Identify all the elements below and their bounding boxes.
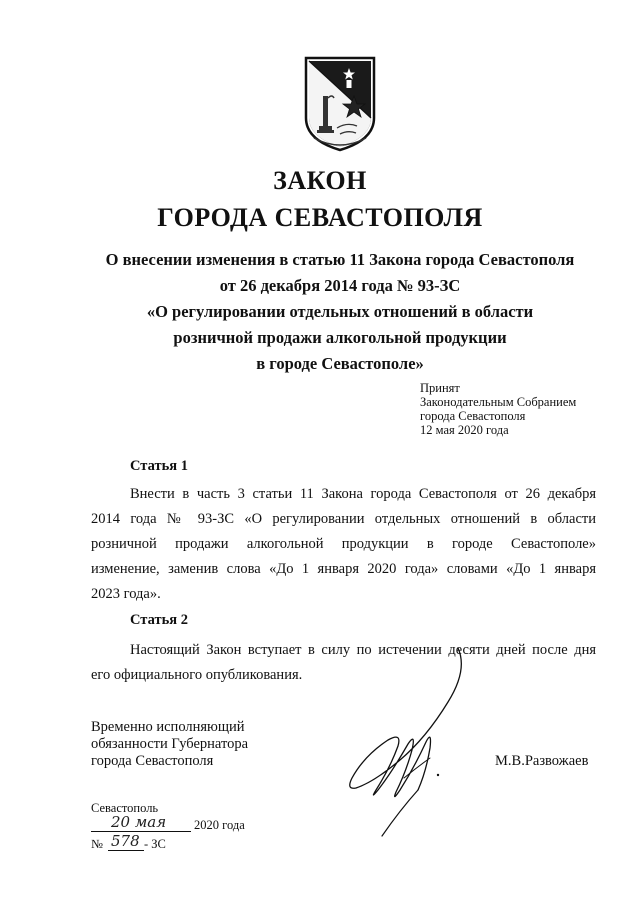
adoption-line: Принят [420, 381, 460, 395]
subtitle-line: в городе Севастополе» [256, 354, 424, 373]
article-1-heading: Статья 1 [130, 458, 188, 474]
number-sign: № [91, 837, 103, 851]
article-1-text [91, 482, 596, 607]
adoption-line: Законодательным Собранием [420, 395, 577, 409]
article-1-line: изменение, заменив слова «До 1 января 2020 года» словами «До 1 января [91, 561, 596, 577]
article-2-line: его официального опубликования. [91, 667, 303, 683]
subtitle-line: О внесении изменения в статью 11 Закона города Севастополя [105, 250, 575, 269]
article-2-line: Настоящий Закон вступает в силу по истечении десяти дней после дня [130, 642, 596, 658]
number-blank-line [108, 850, 144, 851]
date-blank-line [91, 831, 191, 832]
adoption-date: 12 мая 2020 года [420, 423, 509, 437]
law-subtitle [60, 247, 620, 377]
subtitle-line: от 26 декабря 2014 года № 93-ЗС [219, 276, 461, 295]
subtitle-line: «О регулировании отдельных отношений в области [146, 302, 534, 321]
article-1-line: 2014 года № 93-ЗС «О регулировании отдельных отношений в области [91, 511, 596, 527]
sevastopol-coat-of-arms-icon [304, 56, 376, 152]
signing-place: Севастополь [91, 801, 159, 815]
signer-name: М.В.Развожаев [495, 753, 589, 769]
article-1-line: 2023 года». [91, 586, 161, 602]
article-2-heading: Статья 2 [130, 612, 188, 628]
article-1-line: Внести в часть 3 статьи 11 Закона города Севастополя от 26 декабря [130, 486, 596, 502]
document-issuer-title: ГОРОДА СЕВАСТОПОЛЯ [157, 203, 483, 232]
signer-position-line: обязанности Губернатора [91, 736, 249, 752]
subtitle-line: розничной продажи алкогольной продукции [173, 328, 507, 347]
adoption-note [420, 381, 576, 437]
handwritten-signature-icon [330, 640, 480, 840]
article-1-line: розничной продажи алкогольной продукции в городе Севастополе» [91, 536, 596, 552]
date-year: 2020 года [194, 818, 245, 832]
document-type-title: ЗАКОН [273, 166, 367, 195]
signer-position [91, 719, 248, 770]
handwritten-number: 578 [111, 832, 140, 850]
adoption-line: города Севастополя [420, 409, 526, 423]
signer-position-line: Временно исполняющий [91, 719, 245, 735]
law-number [91, 832, 291, 856]
signer-position-line: города Севастополя [91, 753, 214, 769]
handwritten-date: 20 мая [111, 813, 167, 831]
number-suffix: - ЗС [144, 837, 166, 851]
